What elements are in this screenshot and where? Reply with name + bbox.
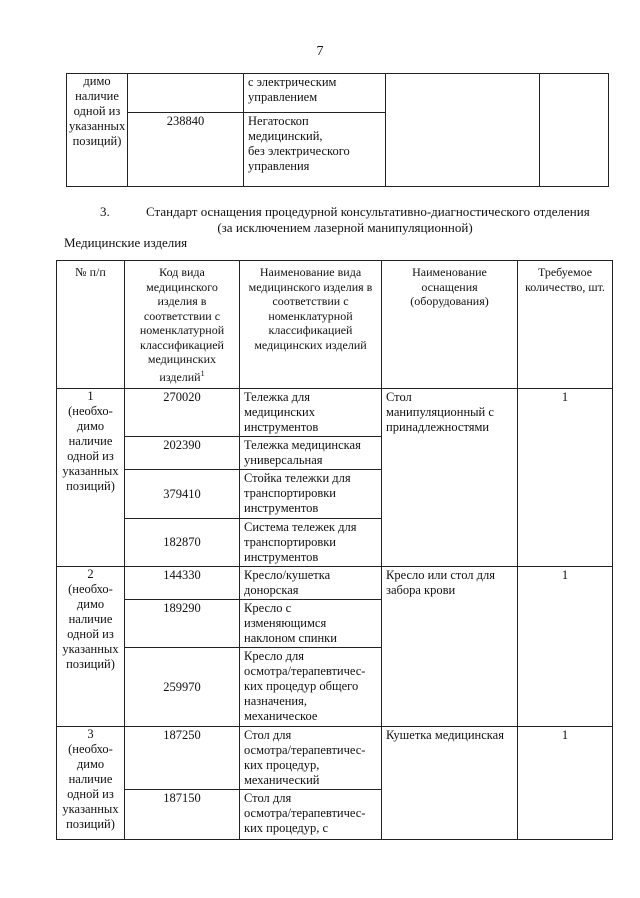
header-number: № п/п bbox=[57, 261, 125, 389]
table-row bbox=[57, 727, 613, 790]
section-title-line2: (за исключением лазерной манипуляционной) bbox=[217, 220, 473, 235]
code-cell: 202390 bbox=[125, 437, 240, 470]
footnote-marker: 1 bbox=[200, 368, 205, 378]
code-cell: 187250 bbox=[125, 727, 240, 790]
page-number: 7 bbox=[316, 44, 324, 59]
quantity-cell: 1 bbox=[518, 389, 613, 567]
device-name-cell: Кресло с изменяющимся наклоном спинки bbox=[240, 600, 382, 648]
device-name-cell: Стол для осмотра/терапевтичес- ких процедур, механический bbox=[240, 727, 382, 790]
code-cell: 144330 bbox=[125, 567, 240, 600]
continued-equipment-table bbox=[66, 73, 609, 187]
header-code bbox=[125, 261, 240, 389]
code-cell: 270020 bbox=[125, 389, 240, 437]
equipment-cell: Стол манипуляционный с принадлежностями bbox=[382, 389, 518, 567]
device-name-cell: Кресло/кушетка донорская bbox=[240, 567, 382, 600]
device-name-cell: Кресло для осмотра/терапевтичес- ких процедур общего назначения, механическое bbox=[240, 648, 382, 727]
code-cell bbox=[128, 74, 244, 113]
quantity-cell bbox=[540, 74, 609, 187]
header-device-name: Наименование вида медицинского изделия в соответствии с номенклатурной классификацией медицинских изделий bbox=[240, 261, 382, 389]
equipment-standard-table bbox=[56, 260, 613, 840]
table-row bbox=[57, 567, 613, 600]
equipment-cell bbox=[386, 74, 540, 187]
header-quantity: Требуемое количество, шт. bbox=[518, 261, 613, 389]
code-cell: 182870 bbox=[125, 519, 240, 567]
section-number: 3. bbox=[100, 204, 110, 219]
code-cell: 259970 bbox=[125, 648, 240, 727]
group-number-cell: 3 (необхо- димо наличие одной из указанных позиций) bbox=[57, 727, 125, 840]
quantity-cell: 1 bbox=[518, 567, 613, 727]
equipment-cell: Кушетка медицинская bbox=[382, 727, 518, 840]
section-title-line1: Стандарт оснащения процедурной консультативно-диагностического отделения bbox=[146, 204, 590, 219]
device-name-cell: Тележка для медицинских инструментов bbox=[240, 389, 382, 437]
code-cell: 187150 bbox=[125, 790, 240, 840]
device-name-cell: Негатоскоп медицинский, без электрического управления bbox=[244, 113, 386, 187]
header-code-text: Код вида медицинского изделия в соответствии с номенклатурной классификацией медицинских изделий bbox=[139, 265, 225, 384]
position-number-cell: димо наличие одной из указанных позиций) bbox=[67, 74, 128, 187]
code-cell: 379410 bbox=[125, 470, 240, 519]
code-cell: 189290 bbox=[125, 600, 240, 648]
device-name-cell: Тележка медицинская универсальная bbox=[240, 437, 382, 470]
device-name-cell: Система тележек для транспортировки инструментов bbox=[240, 519, 382, 567]
quantity-cell: 1 bbox=[518, 727, 613, 840]
group-number-cell: 2 (необхо- димо наличие одной из указанных позиций) bbox=[57, 567, 125, 727]
device-name-cell: Стойка тележки для транспортировки инструментов bbox=[240, 470, 382, 519]
table-row bbox=[57, 389, 613, 437]
device-name-cell: Стол для осмотра/терапевтичес- ких процедур, с bbox=[240, 790, 382, 840]
device-name-cell: с электрическим управлением bbox=[244, 74, 386, 113]
equipment-cell: Кресло или стол для забора крови bbox=[382, 567, 518, 727]
code-cell: 238840 bbox=[128, 113, 244, 187]
table-caption: Медицинские изделия bbox=[64, 235, 188, 250]
group-number-cell: 1 (необхо- димо наличие одной из указанных позиций) bbox=[57, 389, 125, 567]
header-equipment: Наименование оснащения (оборудования) bbox=[382, 261, 518, 389]
